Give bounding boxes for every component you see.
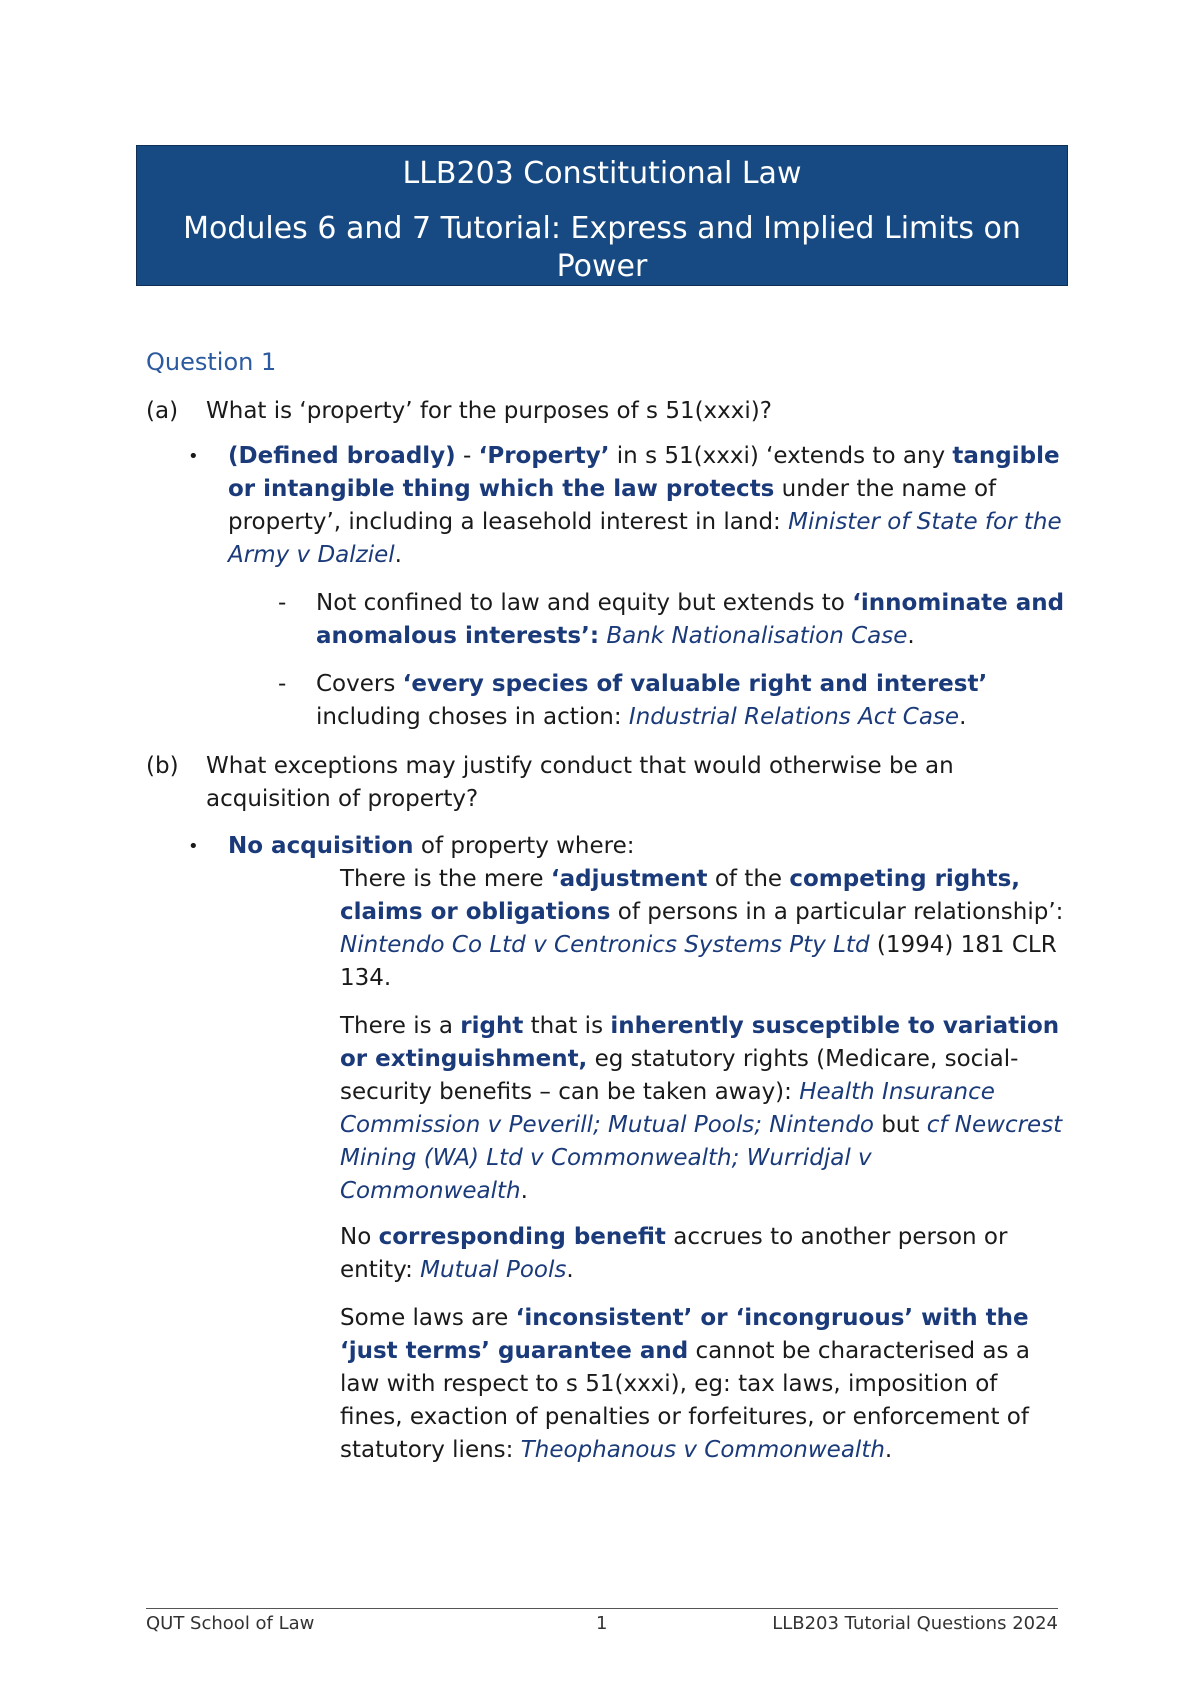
dash-marker: - bbox=[278, 590, 287, 616]
part-b-marker: (b) bbox=[146, 753, 179, 779]
part-a-sub-item-2: Covers ‘every species of valuable right and interest’ including choses in action: Industrial Relations Act Case. bbox=[316, 671, 988, 730]
part-b-bullet: No acquisition of property where: bbox=[228, 833, 635, 859]
exception-item-2: There is a right that is inherently susceptible to variation or extinguishment, eg statutory rights (Medicare, social-security benefits – can be taken away): Health Insurance Commission v Peverill; Mutual Pools; Nintendo but cf Newcrest Mining (WA) Ltd v Commonwealth; Wurridjal v Commonwealth. bbox=[340, 1013, 1063, 1204]
question-heading: Question 1 bbox=[146, 348, 277, 376]
part-a-marker: (a) bbox=[146, 398, 179, 424]
page-number: 1 bbox=[596, 1613, 608, 1634]
bullet-marker: • bbox=[188, 836, 199, 857]
part-a-sub-item-1: Not confined to law and equity but extends to ‘innominate and anomalous interests’: Bank Nationalisation Case. bbox=[316, 590, 1065, 649]
footer-right: LLB203 Tutorial Questions 2024 bbox=[772, 1613, 1058, 1634]
part-a-bullet: (Defined broadly) - ‘Property’ in s 51(xxxi) ‘extends to any tangible or intangible thing which the law protects under the name of property’, including a leasehold interest in land: Minister of State for the Army v Dalziel. bbox=[228, 443, 1062, 568]
exception-item-1: There is the mere ‘adjustment of the competing rights, claims or obligations of persons in a particular relationship’: Nintendo Co Ltd v Centronics Systems Pty Ltd (1994) 181 CLR 134. bbox=[340, 866, 1064, 991]
bullet-marker: • bbox=[188, 446, 199, 467]
footer-divider bbox=[146, 1608, 1058, 1609]
exception-item-3: No corresponding benefit accrues to another person or entity: Mutual Pools. bbox=[340, 1224, 1008, 1283]
part-a-question: What is ‘property’ for the purposes of s 51(xxxi)? bbox=[206, 398, 772, 424]
title-banner bbox=[136, 145, 1068, 286]
exception-item-4: Some laws are ‘inconsistent’ or ‘incongruous’ with the ‘just terms’ guarantee and cannot be characterised as a law with respect to s 51(xxxi), eg: tax laws, imposition of fines, exaction of penalties or forfeitures, or enforcement of statutory liens: Theophanous v Commonwealth. bbox=[340, 1305, 1030, 1463]
module-title: Modules 6 and 7 Tutorial: Express and Implied Limits on Power bbox=[183, 211, 1021, 284]
part-b-question: What exceptions may justify conduct that would otherwise be an acquisition of property? bbox=[206, 753, 954, 812]
footer-left: QUT School of Law bbox=[146, 1613, 315, 1634]
course-title: LLB203 Constitutional Law bbox=[402, 156, 802, 191]
dash-marker: - bbox=[278, 671, 287, 697]
